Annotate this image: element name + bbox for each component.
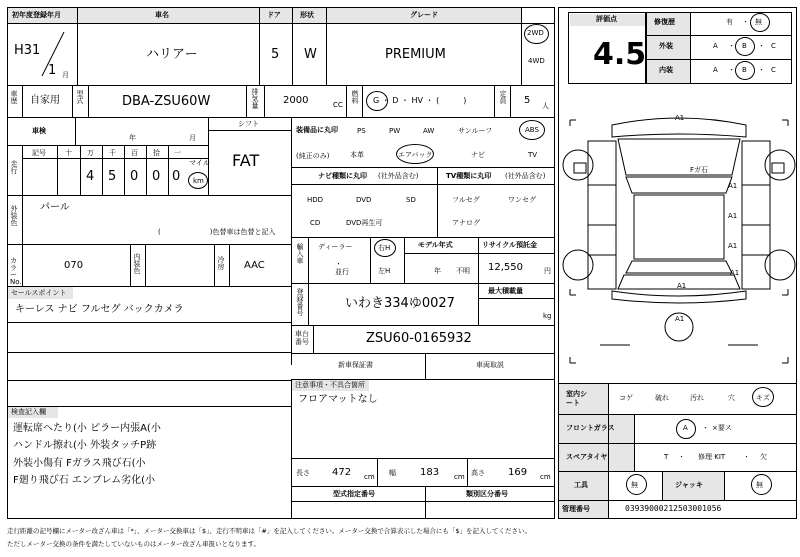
import-dealer: ディーラー [318, 243, 353, 251]
first-reg-era: H31 [14, 43, 41, 58]
category-value: 自家用 [30, 95, 60, 106]
door-label: ドア [267, 11, 281, 19]
recycle-label: リサイクル預託金 [482, 241, 538, 249]
header-shade [8, 8, 521, 23]
navi-type-sub: (社外品含む) [378, 172, 419, 180]
damage-mark-bumper: A1 [675, 315, 685, 323]
digit-head-ten: 拾 [153, 149, 160, 157]
damage-mark-right-front: A1 [728, 212, 738, 220]
equip-aw: AW [423, 127, 435, 135]
color-value: パール [40, 202, 70, 213]
jack-value: 無 [756, 481, 763, 489]
type-label: 型式 [76, 90, 84, 104]
length-value: 472 [332, 467, 352, 478]
drive-4wd: 4WD [528, 57, 545, 65]
exterior-label: 外装 [659, 42, 673, 50]
spare-t: T [664, 453, 669, 461]
model-cert-label: 型式指定番号 [333, 490, 375, 498]
spare-missing: 欠 [760, 453, 767, 461]
height-unit: cm [540, 473, 551, 481]
import-parallel: ・ 並行 [335, 260, 349, 277]
sales-point-label: セールスポイント [11, 289, 67, 297]
first-reg-label: 初年度登録年月 [12, 11, 61, 19]
equip-label: 装備品に丸印 [296, 126, 338, 134]
repair-history-label: 修復歴 [654, 18, 675, 26]
spare-dot2: ・ [743, 453, 750, 461]
footer-note-1: 走行距離の記号欄にメーター改ざん車は「*」、メーター交換車は「$」、走行不明車は「#」を記入してください。メーター交換で合算表示した場合にも「$」を記入してください。 [7, 527, 531, 535]
sales-point-text: キーレス ナビ フルセグ バックカメラ [15, 304, 184, 315]
repair-dot: ・ [742, 18, 749, 26]
damage-mark-windshield: Fガ石 [690, 166, 709, 174]
record-label: 記号 [32, 149, 46, 157]
glass-dot: ・ [702, 424, 709, 432]
mileage-label: 走行 [10, 160, 18, 174]
door-count: 5 [271, 47, 280, 62]
drive-2wd: 2WD [527, 29, 544, 37]
navi-cd: CD [310, 219, 321, 227]
width-unit: cm [454, 473, 465, 481]
width-label: 幅 [389, 469, 396, 477]
navi-dvd: DVD [356, 196, 372, 204]
spare-kit: 修理 KIT [698, 453, 726, 461]
damage-mark-right-rear: A1 [730, 269, 740, 277]
repair-yes: 有 [726, 18, 733, 26]
equip-sunroof: サンルーフ [458, 127, 493, 135]
import-label: 輸入車 [296, 243, 304, 264]
tool-value: 無 [631, 481, 638, 489]
equip-pw: PW [389, 127, 401, 135]
ext-c: C [771, 42, 776, 50]
tool-label: 工具 [574, 481, 588, 489]
repair-none: 無 [755, 18, 762, 26]
color-note: ( )色替車は色替と記入 [158, 228, 276, 236]
mgmt-number-label: 管理番号 [562, 505, 590, 513]
ext-a: A [713, 42, 718, 50]
ext-dot1: ・ [728, 42, 735, 50]
mileage-digit-2: 5 [108, 169, 117, 184]
recycle-yen: 円 [544, 267, 551, 275]
type-value: DBA-ZSU60W [122, 94, 211, 109]
equip-leather: 本革 [350, 151, 364, 159]
tv-fullseg: フルセグ [452, 196, 480, 204]
score-value: 4.5 [593, 37, 647, 72]
inspector-line-3: 外装小傷有 Fガラス飛び石(小 [13, 458, 146, 469]
equip-tv: TV [528, 151, 538, 159]
km-label: km [193, 177, 204, 185]
shaken-label: 車検 [32, 127, 46, 135]
jack-label: ジャッキ [675, 481, 703, 489]
damage-mark-right-mid: A1 [728, 242, 738, 250]
category-label: 車歴 [10, 90, 18, 104]
tv-analog: アナログ [452, 219, 480, 227]
model-year-unit: 年 [434, 267, 441, 275]
tv-type-label: TV種類に丸印 [446, 172, 492, 180]
capacity-value: 5 [524, 95, 531, 106]
import-left-hand: 左H [378, 267, 391, 275]
spare-dot1: ・ [678, 453, 685, 461]
mile-label: マイル [189, 159, 210, 167]
navi-sd: SD [406, 196, 416, 204]
mileage-digit-5: 0 [172, 169, 181, 184]
model-year-label: モデル年式 [418, 241, 453, 249]
equip-sub: (純正のみ) [296, 152, 330, 160]
ac-label: 冷房 [217, 256, 225, 270]
digit-head-ten-million: 十 [65, 149, 72, 157]
equip-navi: ナビ [471, 151, 485, 159]
first-reg-month-unit: 月 [62, 71, 69, 79]
mgmt-number-value: 03939000212503001056 [625, 504, 722, 513]
shift-value: FAT [232, 151, 260, 170]
max-load-unit: kg [543, 312, 552, 320]
recycle-value: 12,550 [488, 262, 523, 273]
inspector-line-2: ハンドル擦れ(小 外装タッチP跡 [13, 440, 157, 451]
interior-color-label: 内装色 [133, 253, 141, 274]
grade-value: PREMIUM [385, 47, 446, 62]
car-damage-diagram [560, 105, 798, 377]
footer-note-2: ただしメーター交換の条件を満たしていないものはメーター改ざん車扱いとなります。 [7, 540, 260, 548]
navi-hdd: HDD [307, 196, 324, 204]
spare-tire-label: スペアタイヤ [566, 453, 608, 461]
digit-head-thousand: 千 [109, 149, 116, 157]
navi-type-label: ナビ種類に丸印 [318, 172, 367, 180]
int-dot1: ・ [728, 66, 735, 74]
digit-head-hundred: 百 [131, 149, 138, 157]
ext-b: B [742, 42, 747, 50]
navi-dvd-play: DVD再生可 [346, 219, 383, 227]
import-right-hand: 右H [378, 244, 391, 252]
seat-label: 室内シート [566, 390, 587, 408]
interior-label: 内装 [659, 66, 673, 74]
int-a: A [713, 66, 718, 74]
shaken-month-unit: 月 [189, 134, 196, 142]
grade-label: グレード [410, 11, 438, 19]
ext-dot2: ・ [758, 42, 765, 50]
chassis-label: 車台番号 [295, 330, 309, 347]
seat-tear: 破れ [655, 394, 669, 402]
equip-airbag: エアバック [398, 151, 433, 159]
reg-label: 登録番号 [296, 288, 304, 316]
seat-burn: コゲ [619, 394, 633, 402]
glass-a: A [683, 424, 688, 432]
color-no-label: カラーNo. [10, 257, 22, 286]
mileage-digit-3: 0 [130, 169, 139, 184]
length-label: 長さ [296, 469, 310, 477]
windshield-label: フロントガラス [566, 424, 615, 432]
color-label: 外装色 [10, 205, 18, 226]
notes-value: フロアマットなし [298, 394, 378, 405]
seat-scratch: キズ [756, 394, 770, 402]
width-value: 183 [420, 467, 440, 478]
class-number-label: 類別区分番号 [466, 490, 508, 498]
mileage-digit-4: 0 [152, 169, 161, 184]
shift-label: シフト [238, 120, 259, 128]
inspector-line-4: F廻り飛び石 エンブレム劣化(小 [13, 475, 156, 486]
capacity-label: 定員 [499, 90, 507, 104]
height-label: 高さ [471, 469, 485, 477]
damage-mark-rear: A1 [677, 282, 687, 290]
fuel-options: G ・ D ・ HV ・ ( ) [373, 96, 467, 105]
length-unit: cm [364, 473, 375, 481]
score-label: 評価点 [596, 15, 617, 23]
inspector-line-1: 運転席へたり(小 ピラー内張A(小 [13, 423, 161, 434]
digit-head-ten-thousand: 万 [87, 149, 94, 157]
equip-ps: PS [357, 127, 366, 135]
damage-mark-front: A1 [675, 114, 685, 122]
int-b: B [742, 66, 747, 74]
first-reg-month: 1 [48, 63, 57, 78]
equip-abs: ABS [525, 126, 539, 134]
seat-hole: 穴 [728, 394, 735, 402]
displacement-label: 排気量 [251, 88, 259, 109]
reg-value: いわき334ゆ0027 [345, 296, 455, 311]
car-name: ハリアー [146, 47, 198, 62]
body-shape: W [304, 47, 317, 62]
fuel-label: 燃料 [351, 90, 359, 104]
color-no-value: 070 [64, 260, 84, 271]
glass-replace: ×要ス [712, 424, 732, 432]
ac-value: AAC [244, 260, 265, 271]
digit-head-one: 一 [174, 149, 181, 157]
mileage-digit-1: 4 [86, 169, 95, 184]
shaken-year-unit: 年 [129, 134, 136, 142]
int-dot2: ・ [758, 66, 765, 74]
max-load-label: 最大積載量 [488, 287, 523, 295]
vehicle-manual: 車両取説 [476, 361, 504, 369]
tv-oneseg: ワンセグ [508, 196, 536, 204]
shape-label: 形状 [300, 11, 314, 19]
damage-mark-hood: A1 [728, 182, 738, 190]
car-name-label: 車名 [155, 11, 169, 19]
int-c: C [771, 66, 776, 74]
model-year-unknown: 不明 [456, 267, 470, 275]
notes-label: 注意事項・不具合箇所 [295, 381, 365, 389]
height-value: 169 [508, 467, 528, 478]
capacity-unit: 人 [542, 102, 549, 110]
tv-type-sub: (社外品含む) [505, 172, 546, 180]
displacement-unit: CC [333, 101, 343, 109]
chassis-value: ZSU60-0165932 [366, 331, 472, 346]
seat-dirt: 汚れ [690, 394, 704, 402]
displacement-value: 2000 [283, 95, 309, 106]
inspector-label: 検査記入欄 [11, 408, 46, 416]
new-car-guarantee: 新車保証書 [338, 361, 373, 369]
